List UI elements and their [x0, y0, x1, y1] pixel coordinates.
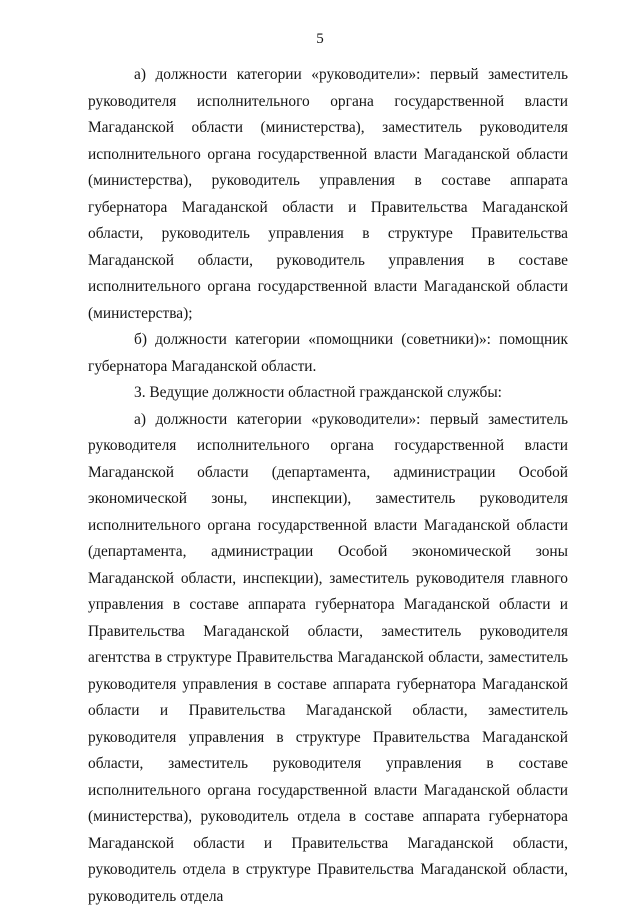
paragraph-1b-assistants-category: б) должности категории «помощники (советники)»: помощник губернатора Магаданской области.	[88, 327, 568, 380]
paragraph-1a-heads-category: а) должности категории «руководители»: первый заместитель руководителя исполнительного органа государственной власти Магаданской области (министерства), заместитель руководителя исполнительного органа государственной власти Магаданской области (министерства), руководитель управления в составе аппарата губернатора Магаданской области и Правительства Магаданской области, руководитель управления в структуре Правительства Магаданской области, руководитель управления в составе исполнительного органа государственной власти Магаданской области (министерства);	[88, 62, 568, 327]
section-3-heading: 3. Ведущие должности областной гражданской службы:	[88, 380, 568, 407]
paragraph-3a-heads-category: а) должности категории «руководители»: первый заместитель руководителя исполнительного органа государственной власти Магаданской области (департамента, администрации Особой экономической зоны, инспекции), заместитель руководителя исполнительного органа государственной власти Магаданской области (департамента, администрации Особой экономической зоны Магаданской области, инспекции), заместитель руководителя главного управления в составе аппарата губернатора Магаданской области и Правительства Магаданской области, заместитель руководителя агентства в структуре Правительства Магаданской области, заместитель руководителя управления в составе аппарата губернатора Магаданской области и Правительства Магаданской области, заместитель руководителя управления в структуре Правительства Магаданской области, заместитель руководителя управления в составе исполнительного органа государственной власти Магаданской области (министерства), руководитель отдела в составе аппарата губернатора Магаданской области и Правительства Магаданской области, руководитель отдела в структуре Правительства Магаданской области, руководитель отдела	[88, 407, 568, 910]
page-number: 5	[0, 30, 640, 48]
document-body	[88, 62, 568, 910]
